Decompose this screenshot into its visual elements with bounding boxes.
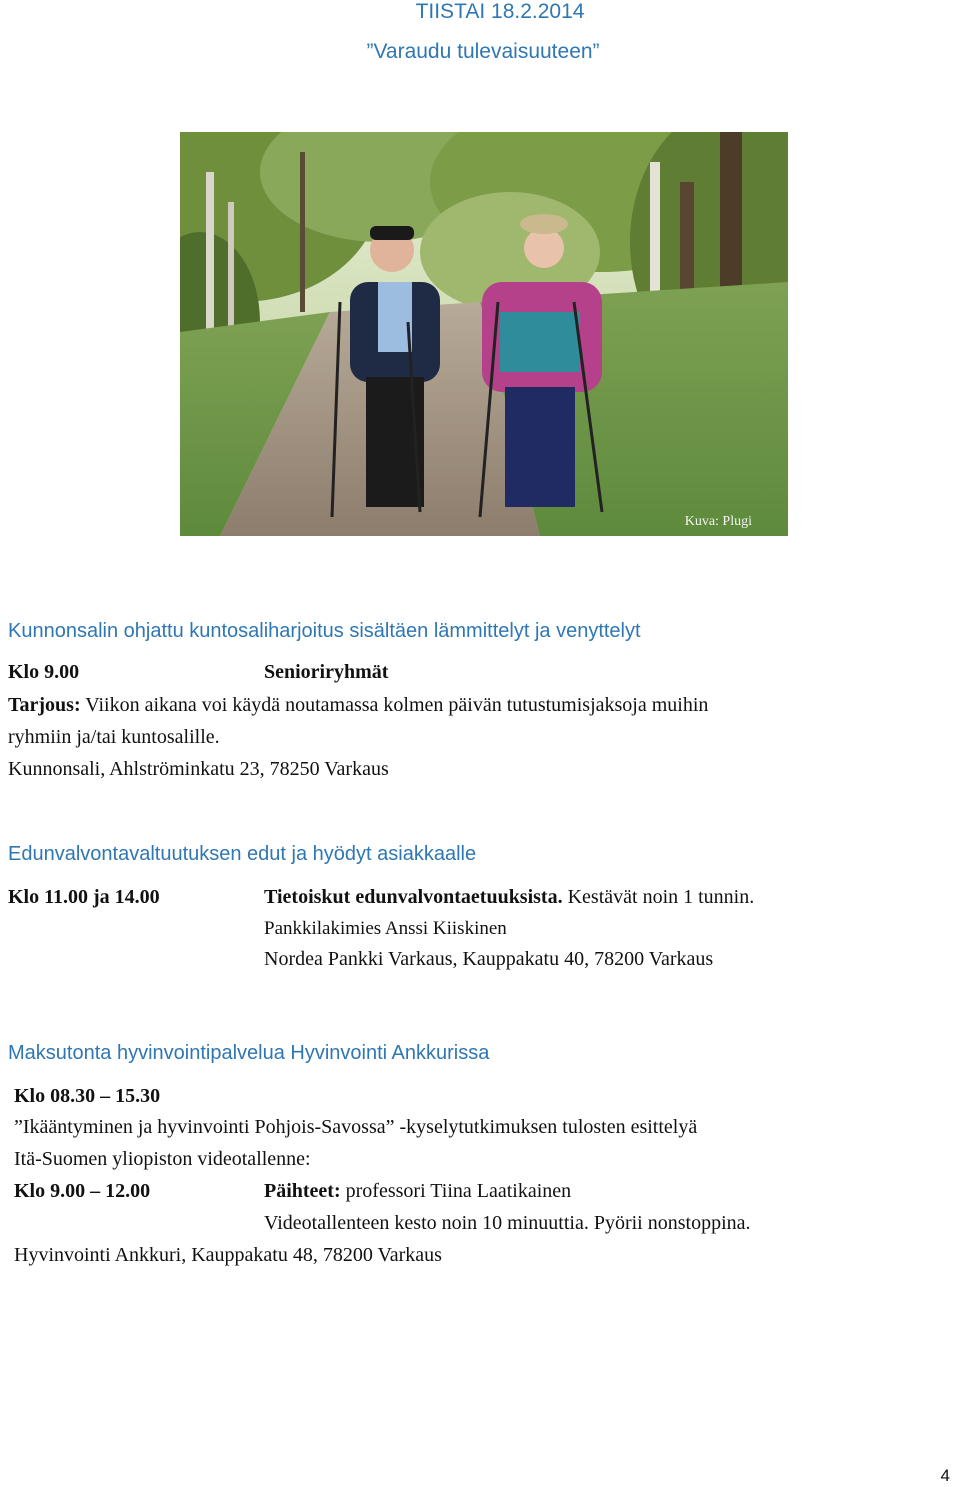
wellbeing-video-time: Klo 9.00 – 12.00 (14, 1180, 151, 1202)
guardianship-topic: Tietoiskut edunvalvontaetuuksista. (264, 886, 563, 908)
wellbeing-video-length: Videotallenteen kesto noin 10 minuuttia. Pyörii nonstoppina. (264, 1212, 751, 1234)
page-number: 4 (940, 1466, 950, 1485)
guardianship-address: Nordea Pankki Varkaus, Kauppakatu 40, 78200 Varkaus (264, 948, 714, 970)
gym-group: Senioriryhmät (264, 661, 389, 683)
photo-illustration (180, 132, 788, 536)
gym-address: Kunnonsali, Ahlströminkatu 23, 78250 Varkaus (8, 758, 389, 780)
gym-time: Klo 9.00 (8, 661, 80, 683)
wellbeing-time: Klo 08.30 – 15.30 (14, 1085, 161, 1107)
event-subtitle: ”Varaudu tulevaisuuteen” (366, 40, 600, 63)
offer-label: Tarjous: (8, 694, 81, 716)
offer-text: Viikon aikana voi käydä noutamassa kolmen päivän tutustumisjaksoja muihin (85, 694, 709, 716)
photo-credit: Kuva: Plugi (684, 514, 752, 529)
wellbeing-video-intro: Itä-Suomen yliopiston videotallenne: (14, 1148, 311, 1170)
gym-offer-line-2: ryhmiin ja/tai kuntosalille. (8, 726, 220, 748)
section-heading-wellbeing: Maksutonta hyvinvointipalvelua Hyvinvointi Ankkurissa (8, 1042, 490, 1064)
wellbeing-survey: ”Ikääntyminen ja hyvinvointi Pohjois-Savossa” -kyselytutkimuksen tulosten esittelyä (14, 1116, 698, 1138)
wellbeing-host-line (264, 1180, 571, 1203)
guardianship-duration: Kestävät noin 1 tunnin. (567, 886, 755, 908)
host-label: Päihteet: (264, 1180, 341, 1202)
host-name: professori Tiina Laatikainen (345, 1180, 572, 1202)
gym-offer-line-1 (8, 694, 708, 717)
guardianship-time: Klo 11.00 ja 14.00 (8, 886, 160, 908)
wellbeing-address: Hyvinvointi Ankkuri, Kauppakatu 48, 78200 Varkaus (14, 1244, 442, 1266)
section-heading-gym: Kunnonsalin ohjattu kuntosaliharjoitus sisältäen lämmittelyt ja venyttelyt (8, 620, 641, 642)
event-date: TIISTAI 18.2.2014 (415, 0, 585, 23)
guardianship-speaker: Pankkilakimies Anssi Kiiskinen (264, 918, 507, 939)
nordic-walking-photo (180, 132, 788, 536)
guardianship-topic-line (264, 886, 754, 909)
section-heading-guardianship: Edunvalvontavaltuutuksen edut ja hyödyt asiakkaalle (8, 843, 477, 865)
